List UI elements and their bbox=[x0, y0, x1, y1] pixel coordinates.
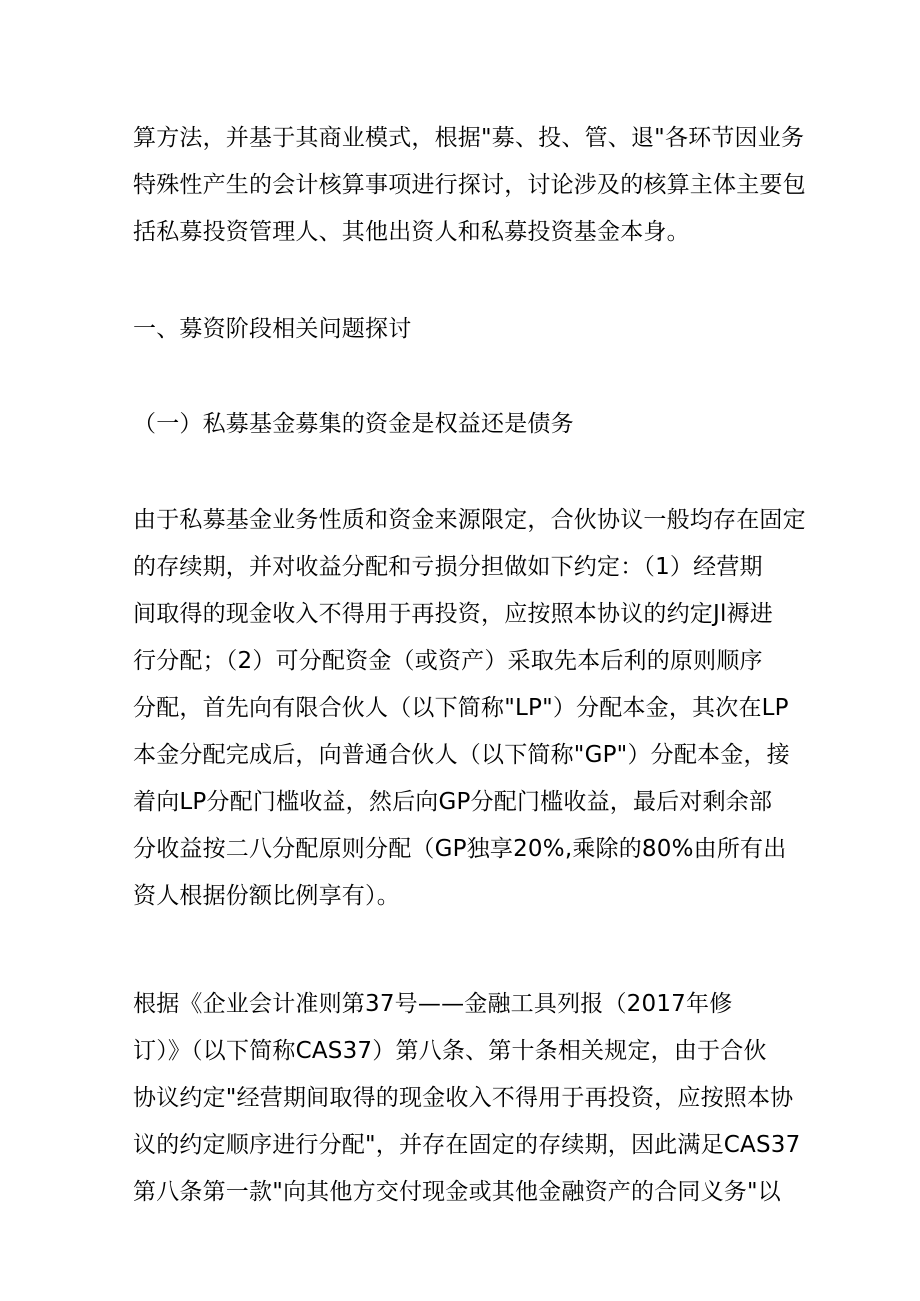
section-heading bbox=[133, 306, 803, 353]
paragraph-line: 分配，首先向有限合伙人（以下简称"LP"）分配本金，其次在LP bbox=[133, 695, 789, 721]
paragraph-line: 括私募投资管理人、其他出资人和私募投资基金本身。 bbox=[133, 219, 690, 245]
paragraph-line: 协议约定"经营期间取得的现金收入不得用于再投资，应按照本协 bbox=[133, 1085, 794, 1111]
paragraph-line: 本金分配完成后，向普通合伙人（以下简称"GP"）分配本金，接 bbox=[133, 742, 790, 768]
paragraph-line: 特殊性产生的会计核算事项进行探讨，讨论涉及的核算主体主要包 bbox=[133, 172, 806, 198]
subsection-heading-text: （一）私募基金募集的资金是权益还是债务 bbox=[133, 411, 574, 437]
paragraph-3 bbox=[133, 981, 803, 1216]
paragraph-line: 算方法，并基于其商业模式，根据"募、投、管、退"各环节因业务 bbox=[133, 125, 805, 151]
paragraph-line: 根据《企业会计准则第37号——金融工具列报（2017年修 bbox=[133, 991, 733, 1017]
subsection-heading bbox=[133, 401, 803, 448]
paragraph-line: 行分配；（2）可分配资金（或资产）采取先本后利的原则顺序 bbox=[133, 648, 763, 674]
paragraph-line: 的存续期，并对收益分配和亏损分担做如下约定：（1）经营期 bbox=[133, 554, 763, 580]
paragraph-2 bbox=[133, 497, 806, 920]
paragraph-line: 间取得的现金收入不得用于再投资，应按照本协议的约定Jl褥进 bbox=[133, 601, 773, 627]
paragraph-line: 着向LP分配门槛收益，然后向GP分配门槛收益，最后对剩余部 bbox=[133, 789, 773, 815]
paragraph-line: 第八条第一款"向其他方交付现金或其他金融资产的合同义务"以 bbox=[133, 1179, 781, 1205]
paragraph-1 bbox=[133, 115, 806, 256]
paragraph-line: 由于私募基金业务性质和资金来源限定，合伙协议一般均存在固定 bbox=[133, 507, 806, 533]
section-heading-text: 一、募资阶段相关问题探讨 bbox=[133, 316, 412, 342]
paragraph-line: 资人根据份额比例享有）。 bbox=[133, 883, 400, 909]
paragraph-line: 议的约定顺序进行分配"，并存在固定的存续期，因此满足CAS37 bbox=[133, 1132, 801, 1158]
paragraph-line: 订）》（以下简称CAS37）第八条、第十条相关规定，由于合伙 bbox=[133, 1038, 767, 1064]
paragraph-line: 分收益按二八分配原则分配（GP独享20%,乘除的80%由所有出 bbox=[133, 836, 787, 862]
